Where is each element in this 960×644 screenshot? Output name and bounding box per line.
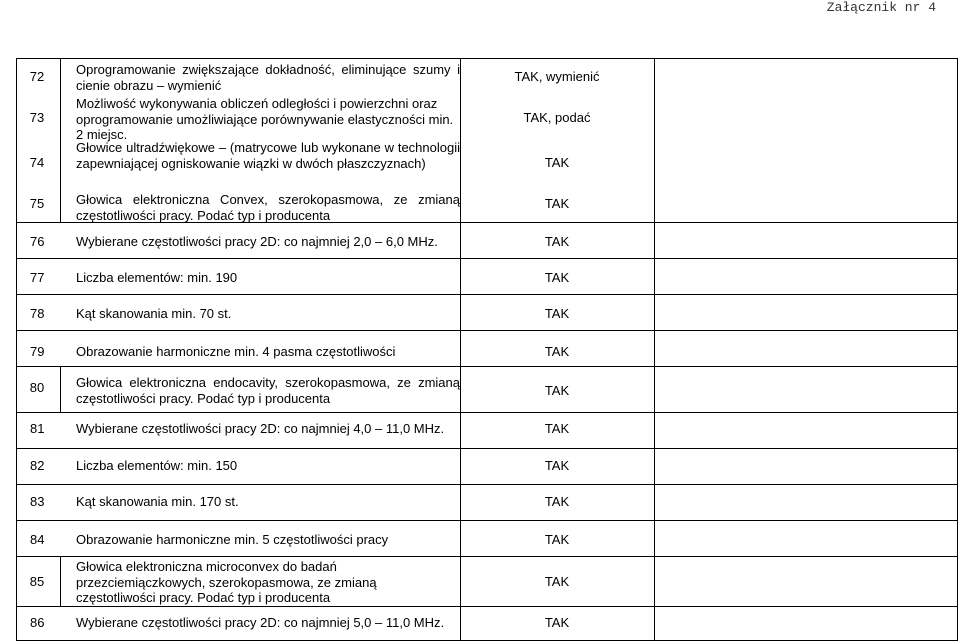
row-value: TAK (544, 344, 570, 359)
row-description: Wybierane częstotliwości pracy 2D: co najmniej 5,0 – 11,0 MHz. (76, 615, 445, 630)
table-border-right (957, 58, 958, 641)
table-border-top (16, 58, 958, 59)
row-description: Głowica elektroniczna microconvex do badań przezciemiączkowych, szerokopasmowa, ze zmianą częstotliwości pracy. Podać typ i producenta (76, 559, 377, 605)
row-number: 75 (29, 196, 45, 211)
row-divider (16, 640, 958, 641)
row-divider (16, 294, 958, 295)
row-value: TAK (544, 383, 570, 398)
row-description: Oprogramowanie zwiększające dokładność, eliminujące szumy i cienie obrazu – wymienić (76, 62, 460, 93)
row-value: TAK (544, 494, 570, 509)
row-description: Kąt skanowania min. 170 st. (76, 494, 239, 509)
row-value: TAK (544, 306, 570, 321)
table-border-left (16, 58, 17, 641)
row-number: 81 (30, 421, 45, 436)
row-number: 78 (30, 306, 45, 321)
row-divider (16, 556, 958, 557)
row-description: Wybierane częstotliwości pracy 2D: co najmniej 4,0 – 11,0 MHz. (76, 421, 445, 436)
row-divider (16, 448, 958, 449)
row-description: Obrazowanie harmoniczne min. 4 pasma częstotliwości (76, 344, 396, 359)
row-number: 72 (29, 69, 45, 84)
row-description: Liczba elementów: min. 150 (76, 458, 238, 473)
row-number: 82 (30, 458, 45, 473)
row-divider (16, 330, 958, 331)
row-value: TAK (544, 270, 570, 285)
row-number: 83 (30, 494, 45, 509)
row-value: TAK (544, 615, 570, 630)
row-divider (16, 606, 958, 607)
row-value: TAK (544, 421, 570, 436)
column-divider (60, 556, 61, 606)
row-value: TAK (544, 196, 570, 211)
row-value: TAK (544, 532, 570, 547)
row-value: TAK (544, 458, 570, 473)
row-description: Wybierane częstotliwości pracy 2D: co najmniej 2,0 – 6,0 MHz. (76, 234, 438, 249)
column-divider (654, 58, 655, 641)
row-divider (16, 366, 958, 367)
row-number: 79 (30, 344, 45, 359)
row-divider (16, 484, 958, 485)
row-divider (16, 258, 958, 259)
page-header: Załącznik nr 4 (826, 0, 936, 15)
row-divider (16, 520, 958, 521)
row-description: Głowice ultradźwiękowe – (matrycowe lub wykonane w technologii zapewniającej ogniskowanie wiązki w dwóch płaszczyznach) (76, 140, 460, 171)
row-description: Możliwość wykonywania obliczeń odległości i powierzchni oraz oprogramowanie umożliwiające porównywanie elastyczności min. 2 miejsc. (76, 96, 454, 142)
column-divider (60, 366, 61, 412)
row-number: 77 (30, 270, 45, 285)
row-value: TAK, wymienić (514, 69, 600, 84)
row-number: 80 (29, 380, 45, 395)
row-divider (16, 412, 958, 413)
row-value: TAK (544, 155, 570, 170)
row-number: 76 (30, 234, 45, 249)
column-divider (460, 58, 461, 641)
row-description: Liczba elementów: min. 190 (76, 270, 238, 285)
row-number: 73 (29, 110, 45, 125)
column-divider (60, 58, 61, 222)
row-description: Kąt skanowania min. 70 st. (76, 306, 232, 321)
row-number: 85 (29, 574, 45, 589)
row-value: TAK (544, 234, 570, 249)
row-number: 84 (30, 532, 45, 547)
row-description: Głowica elektroniczna Convex, szerokopasmowa, ze zmianą częstotliwości pracy. Podać typ i producenta (76, 192, 460, 223)
row-number: 86 (30, 615, 45, 630)
row-value: TAK (544, 574, 570, 589)
row-description: Obrazowanie harmoniczne min. 5 częstotliwości pracy (76, 532, 389, 547)
row-number: 74 (29, 155, 45, 170)
row-value: TAK, podać (523, 110, 591, 125)
row-description: Głowica elektroniczna endocavity, szerokopasmowa, ze zmianą częstotliwości pracy. Podać typ i producenta (76, 375, 460, 406)
